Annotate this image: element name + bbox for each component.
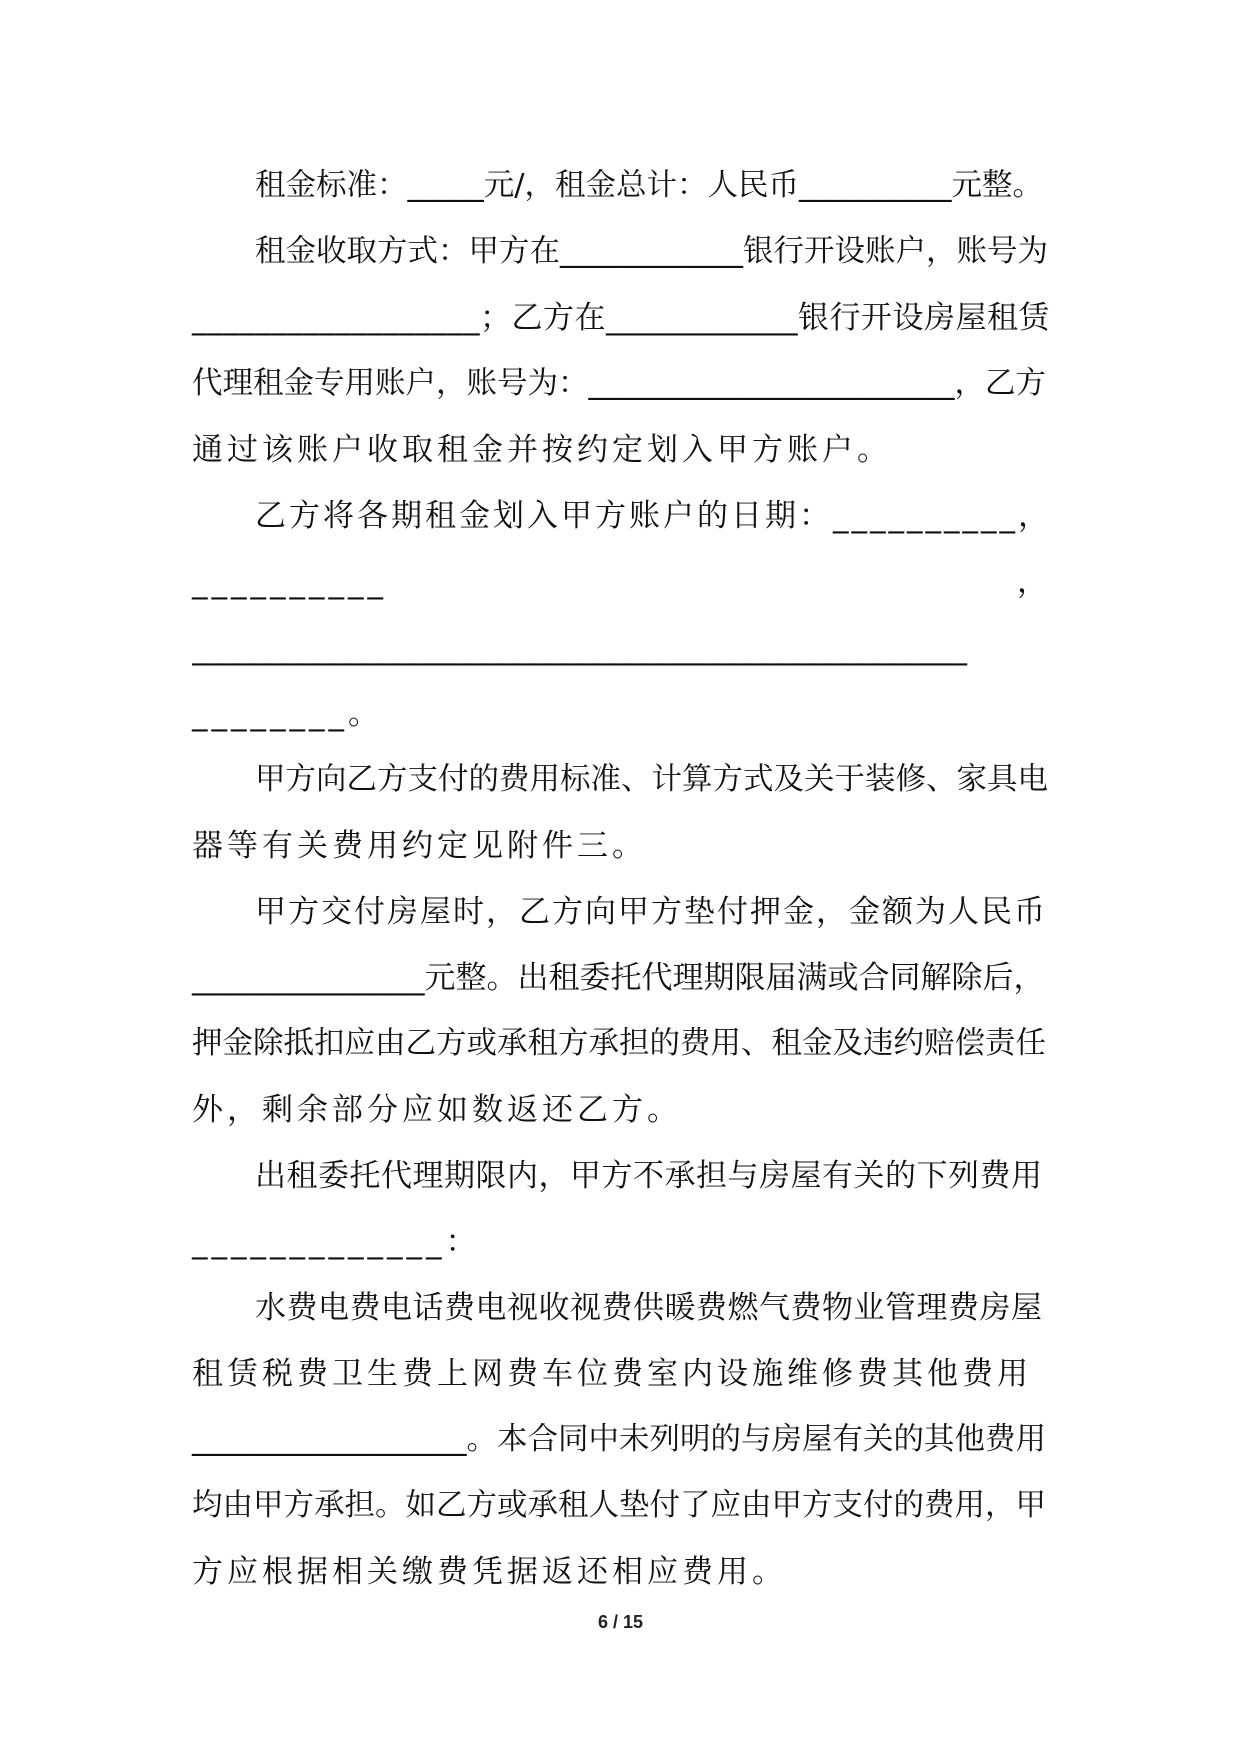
- paragraph-rent-collection-line-4: 通过该账户收取租金并按约定划入甲方账户。: [192, 432, 892, 468]
- paragraph-fees-line-1: 出租委托代理期限内，甲方不承担与房屋有关的下列费用: [255, 1158, 1043, 1194]
- paragraph-rent-standard: 租金标准：_____元/，租金总计：人民币__________元整。: [255, 168, 1044, 203]
- paragraph-deposit-line-4: 外，剩余部分应如数返还乙方。: [192, 1092, 682, 1128]
- paragraph-transfer-date-line-4: ________。: [192, 696, 383, 732]
- paragraph-fee-list-line-3: __________________。本合同中未列明的与房屋有关的其他费用: [192, 1422, 1046, 1457]
- paragraph-fee-list-line-4: 均由甲方承担。如乙方或承租人垫付了应由甲方支付的费用，甲: [192, 1488, 1046, 1523]
- paragraph-fee-list-line-2: 租赁税费卫生费上网费车位费室内设施维修费其他费用: [192, 1356, 1032, 1392]
- paragraph-fee-list-line-1: 水费电费电话费电视收视费供暖费燃气费物业管理费房屋: [255, 1290, 1043, 1326]
- paragraph-transfer-date-line-2: [192, 562, 1052, 602]
- page-number: 6 / 15: [597, 1612, 644, 1632]
- comma: ，: [1017, 564, 1052, 600]
- paragraph-deposit-line-3: 押金除抵扣应由乙方或承租方承担的费用、租金及违约赔偿责任: [192, 1026, 1046, 1061]
- paragraph-transfer-date-line-1: 乙方将各期租金划入甲方账户的日期：__________，: [255, 498, 1052, 534]
- paragraph-fees-line-2: _____________：: [192, 1224, 481, 1260]
- paragraph-fee-standard-line-1: 甲方向乙方支付的费用标准、计算方式及关于装修、家具电: [255, 762, 1048, 797]
- paragraph-deposit-line-1: 甲方交付房屋时，乙方向甲方垫付押金，金额为人民币: [255, 894, 1047, 930]
- paragraph-deposit-line-2: _______________元整。出租委托代理期限届满或合同解除后，: [192, 960, 1045, 996]
- paragraph-rent-collection-line-1: 租金收取方式：甲方在____________银行开设账户，账号为: [255, 234, 1048, 269]
- paragraph-rent-collection-line-3: 代理租金专用账户，账号为：________________________，乙方: [192, 366, 1046, 401]
- paragraph-fee-list-line-5: 方应根据相关缴费凭据返还相应费用。: [192, 1554, 787, 1590]
- paragraph-transfer-date-line-3: __________________________________________________: [192, 630, 967, 666]
- paragraph-fee-standard-line-2: 器等有关费用约定见附件三。: [192, 828, 647, 864]
- paragraph-rent-collection-line-2: __________________；乙方在____________银行开设房屋租赁: [192, 300, 1050, 336]
- blank-field: __________: [192, 564, 387, 600]
